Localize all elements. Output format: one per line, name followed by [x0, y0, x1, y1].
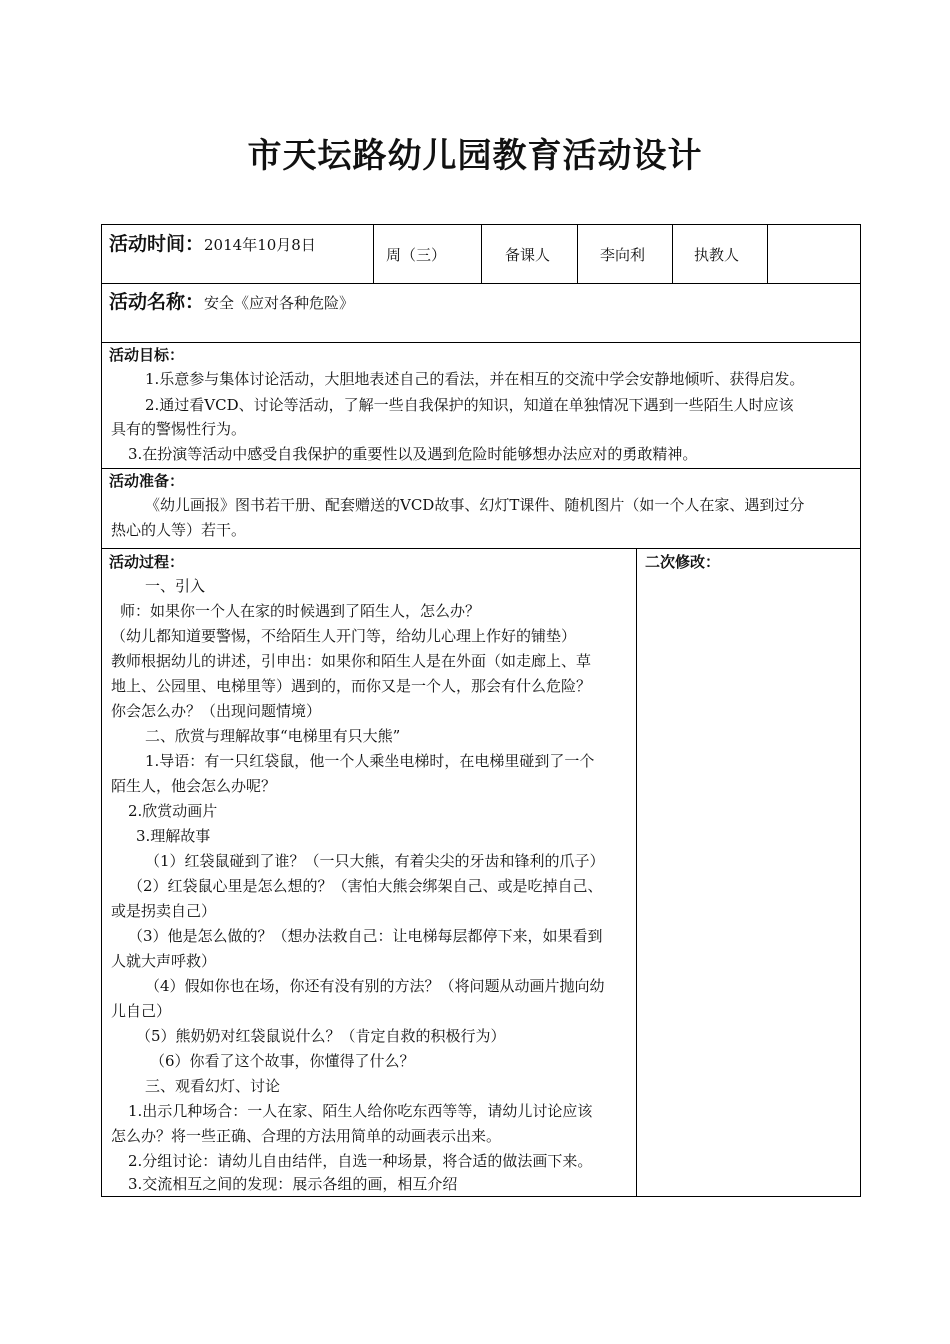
process-line: 3.理解故事 [136, 827, 211, 845]
process-line: 2.分组讨论：请幼儿自由结伴，自选一种场景，将合适的做法画下来。 [128, 1152, 593, 1170]
goal-line: 具有的警惕性行为。 [111, 420, 247, 438]
row-divider [101, 548, 861, 549]
teacher-label: 执教人 [694, 246, 740, 264]
process-line: 陌生人，他会怎么办呢？ [111, 777, 277, 795]
activity-time-label: 活动时间： [109, 233, 205, 255]
process-line: 2.欣赏动画片 [128, 802, 218, 820]
goal-line: 1.乐意参与集体讨论活动，大胆地表述自己的看法，并在相互的交流中学会安静地倾听、获得启发。 [145, 370, 805, 388]
process-line: 3.交流相互之间的发现：展示各组的画，相互介绍 [128, 1175, 458, 1193]
process-line: 地上、公园里、电梯里等）遇到的，而你又是一个人，那会有什么危险？ [111, 677, 592, 695]
preparation-line: 《幼儿画报》图书若干册、配套赠送的VCD故事、幻灯T课件、随机图片（如一个人在家、遇到过分 [145, 496, 805, 514]
preparer-name: 李向利 [600, 246, 646, 264]
process-line: （幼儿都知道要警惕，不给陌生人开门等，给幼儿心理上作好的铺垫） [111, 627, 577, 645]
process-line: 师：如果你一个人在家的时候遇到了陌生人，怎么办？ [120, 602, 481, 620]
process-line: （4）假如你也在场，你还有没有别的方法？（将问题从动画片抛向幼 [145, 977, 605, 995]
process-line: 儿自己） [111, 1002, 172, 1020]
row-divider [101, 283, 861, 284]
weekday: 周（三） [386, 246, 447, 264]
activity-time-cell [109, 229, 316, 256]
preparer-label: 备课人 [505, 246, 551, 264]
process-line: 人就大声呼救） [111, 952, 217, 970]
activity-name-value: 安全《应对各种危险》 [204, 294, 355, 312]
cell-divider [481, 224, 482, 283]
process-line: （1）红袋鼠碰到了谁？（一只大熊，有着尖尖的牙齿和锋利的爪子） [145, 852, 605, 870]
preparation-line: 热心的人等）若干。 [111, 521, 247, 539]
cell-divider [577, 224, 578, 283]
cell-divider [672, 224, 673, 283]
process-line: 你会怎么办？（出现问题情境） [111, 702, 322, 720]
activity-name-label: 活动名称： [109, 291, 205, 313]
goal-line: 2.通过看VCD、讨论等活动，了解一些自我保护的知识，知道在单独情况下遇到一些陌生人时应该 [145, 396, 794, 414]
cell-divider [373, 224, 374, 283]
activity-name-cell [109, 287, 354, 314]
column-divider [636, 548, 637, 1197]
process-label: 活动过程： [109, 553, 185, 571]
row-divider [101, 468, 861, 469]
row-divider [101, 342, 861, 343]
revision-label: 二次修改： [645, 553, 721, 571]
page-title: 市天坛路幼儿园教育活动设计 [247, 136, 703, 176]
process-line: （2）红袋鼠心里是怎么想的？（害怕大熊会绑架自己、或是吃掉自己、 [128, 877, 603, 895]
process-line: 三、观看幻灯、讨论 [145, 1077, 281, 1095]
process-line: （5）熊奶奶对红袋鼠说什么？（肯定自救的积极行为） [136, 1027, 506, 1045]
process-line: （6）你看了这个故事，你懂得了什么？ [150, 1052, 415, 1070]
process-line: 怎么办？将一些正确、合理的方法用简单的动画表示出来。 [111, 1127, 502, 1145]
preparation-label: 活动准备： [109, 472, 185, 490]
process-line: 或是拐卖自己） [111, 902, 217, 920]
process-line: 二、欣赏与理解故事“电梯里有只大熊” [145, 727, 401, 745]
process-line: 1.出示几种场合：一人在家、陌生人给你吃东西等等，请幼儿讨论应该 [128, 1102, 593, 1120]
activity-time-value: 2014年10月8日 [204, 236, 316, 254]
cell-divider [767, 224, 768, 283]
process-line: （3）他是怎么做的？（想办法救自己：让电梯每层都停下来，如果看到 [128, 927, 603, 945]
process-line: 一、引入 [145, 577, 206, 595]
goal-line: 3.在扮演等活动中感受自我保护的重要性以及遇到危险时能够想办法应对的勇敢精神。 [128, 445, 698, 463]
goals-label: 活动目标： [109, 346, 185, 364]
process-line: 1.导语：有一只红袋鼠，他一个人乘坐电梯时，在电梯里碰到了一个 [145, 752, 595, 770]
process-line: 教师根据幼儿的讲述，引申出：如果你和陌生人是在外面（如走廊上、草 [111, 652, 592, 670]
